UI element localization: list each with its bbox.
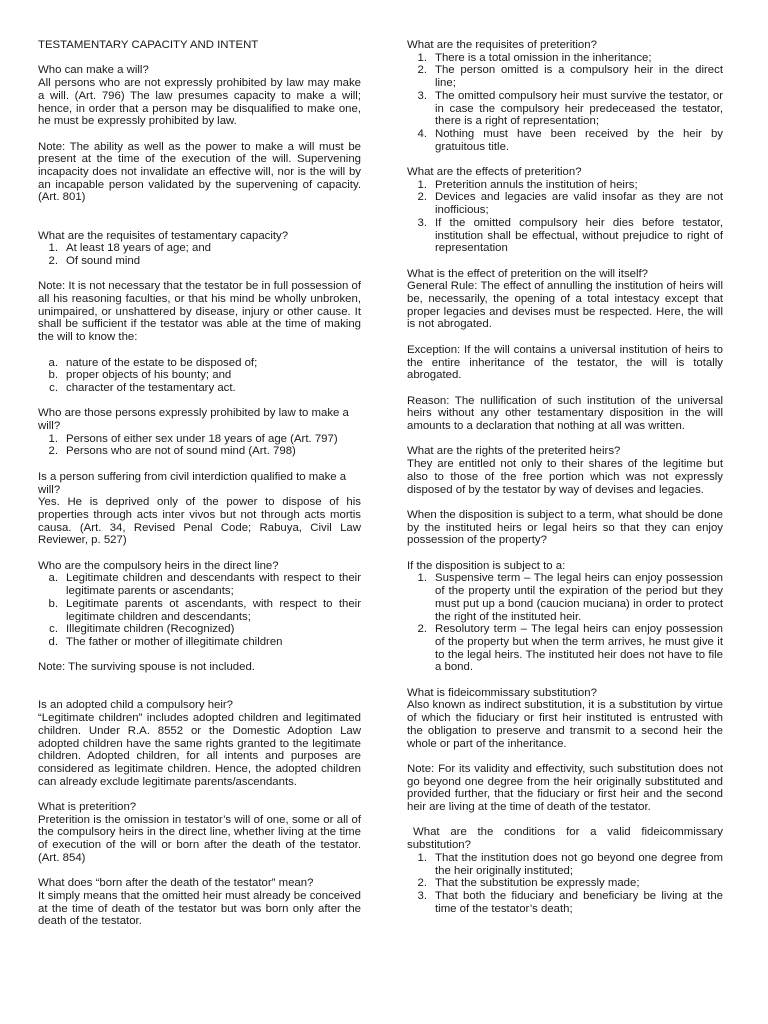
list-item-text: There is a total omission in the inheritance; — [435, 51, 652, 64]
list-marker: 2. — [48, 254, 58, 267]
list-item-text: If the omitted compulsory heir dies before testator, institution shall be effectual, without prejudice to right of representation — [435, 216, 723, 255]
note-fideicommissary-validity: Note: For its validity and effectivity, such substitution does not go beyond one degree from the heir originally substituted and provided further, that the fiduciary or first heir and the second heir are living at the time of death of the testator. — [407, 762, 723, 814]
question-effect-on-will: What is the effect of preterition on the will itself? — [407, 267, 649, 280]
answer-adopted-child: “Legitimate children” includes adopted children and legitimated children. Under R.A. 8552 or the Domestic Adoption Law adopted children have the same rights granted to the legitimate children. Adopted children, for all intents and purposes are considered as legitimate children. Hence, the adopted children can already exclude legitimate parents/ascendants. — [38, 712, 361, 788]
list-item-text: The father or mother of illegitimate children — [66, 635, 283, 648]
question-preterition: What is preterition? — [38, 801, 137, 814]
list-item — [38, 445, 361, 458]
list-effects-preterition — [407, 179, 723, 255]
note-capacity-timing: Note: The ability as well as the power to make a will must be present at the time of the execution of the will. Supervening incapacity does not invalidate an effective will, nor is the will by an incapable person validated by the supervening of capacity. (Art. 801) — [38, 140, 361, 204]
question-civil-interdiction: Is a person suffering from civil interdiction qualified to make a will? — [38, 470, 347, 496]
question-compulsory-heirs: Who are the compulsory heirs in the direct line? — [38, 559, 279, 572]
paragraph-exception: Exception: If the will contains a universal institution of heirs to the entire inheritance of the testator, the will is totally abrogated. — [407, 343, 723, 382]
question-fideicommissary: What is fideicommissary substitution? — [407, 686, 597, 699]
answer-general-rule: General Rule: The effect of annulling the institution of heirs will be, necessarily, the opening of a total intestacy except that proper legacies and devises must be respected. Here, the will is not abrogated. — [407, 280, 723, 331]
list-item-text: Illegitimate children (Recognized) — [66, 623, 235, 636]
question-effects-preterition: What are the effects of preterition? — [407, 166, 582, 179]
list-item-text: Of sound mind — [66, 254, 141, 267]
question-prohibited-persons: Who are those persons expressly prohibited by law to make a will? — [38, 407, 349, 432]
list-marker: 1. — [48, 242, 58, 255]
list-marker: 1. — [417, 572, 427, 585]
list-fideicommissary-conditions — [407, 852, 723, 916]
question-fideicommissary-conditions: What are the conditions for a valid fideicommissary substitution? — [407, 826, 723, 852]
list-item-text: Resolutory term – The legal heirs can enjoy possession of the property but when the term arrives, he must give it to the legal heirs. The instituted heir does not have to file a bond. — [435, 623, 723, 674]
list-item — [407, 890, 723, 915]
list-marker: 3. — [417, 889, 427, 902]
list-item — [407, 128, 723, 153]
list-marker: c. — [49, 623, 58, 636]
list-marker: a. — [48, 356, 58, 369]
list-marker: 2. — [417, 191, 427, 204]
list-item — [407, 179, 723, 192]
list-marker: 4. — [417, 127, 427, 140]
paragraph-reason: Reason: The nullification of such institution of the universal heirs without any other testamentary disposition in the will amounts to a declaration that nothing at all was written. — [407, 394, 723, 433]
list-marker: b. — [48, 369, 58, 382]
list-item — [407, 52, 723, 65]
question-requisites-capacity: What are the requisites of testamentary capacity? — [38, 229, 289, 242]
list-requisites-capacity — [38, 242, 361, 267]
list-item-text: The omitted compulsory heir must survive the testator, or in case the compulsory heir predeceased the testator, there is a right of representation; — [435, 89, 723, 128]
list-item-text: Persons who are not of sound mind (Art. 798) — [66, 445, 296, 458]
list-prohibited-persons — [38, 433, 361, 458]
list-item — [407, 572, 723, 623]
list-item — [38, 242, 361, 255]
list-testator-knowledge — [38, 357, 361, 395]
list-item-text: Legitimate children and descendants with respect to their legitimate parents or ascendants; — [66, 572, 361, 598]
list-item-text: Preterition annuls the institution of heirs; — [435, 178, 638, 191]
question-requisites-preterition: What are the requisites of preterition? — [407, 39, 597, 51]
list-marker: 1. — [417, 851, 427, 864]
list-item-text: Persons of either sex under 18 years of age (Art. 797) — [66, 432, 338, 445]
list-item-text: Legitimate parents ot ascendants, with respect to their legitimate children and descendants; — [66, 597, 361, 623]
question-adopted-child: Is an adopted child a compulsory heir? — [38, 699, 234, 712]
left-column — [38, 39, 361, 928]
list-marker: 1. — [48, 432, 58, 445]
list-item — [38, 382, 361, 395]
list-item-text: That the institution does not go beyond one degree from the heir originally instituted; — [435, 851, 723, 877]
list-item — [407, 877, 723, 890]
list-item — [38, 572, 361, 597]
list-compulsory-heirs — [38, 572, 361, 648]
list-item — [407, 64, 723, 89]
answer-rights-preterited-heirs: They are entitled not only to their shares of the legitime but also to those of the free portion which was not expressly disposed of by the testator by way of devises and legacies. — [407, 458, 723, 496]
answer-fideicommissary: Also known as indirect substitution, it is a substitution by virtue of which the fiduciary or first heir instituted is entrusted with the obligation to preserve and transmit to a second heir the whole or part of the inheritance. — [407, 699, 723, 750]
list-item — [38, 598, 361, 623]
list-marker: 2. — [417, 623, 427, 636]
note-surviving-spouse: Note: The surviving spouse is not included. — [38, 661, 255, 674]
list-marker: 3. — [417, 89, 427, 102]
list-item — [407, 90, 723, 128]
question-disposition-term: When the disposition is subject to a term, what should be done by the instituted heirs or legal heirs so that they can enjoy possession of the property? — [407, 508, 723, 547]
list-item — [407, 191, 723, 216]
list-item — [38, 255, 361, 268]
list-item — [38, 433, 361, 446]
list-item-text: nature of the estate to be disposed of; — [66, 356, 258, 369]
list-marker: 3. — [417, 216, 427, 229]
list-term-types — [407, 572, 723, 674]
list-marker: d. — [48, 635, 58, 648]
note-reasoning-faculties: Note: It is not necessary that the testator be in full possession of all his reasoning faculties, or that his mind be wholly unbroken, unimpaired, or unshattered by disease, injury or other cause. It shall be sufficient if the testator was able at the time of making the will to know the: — [38, 280, 361, 344]
list-item — [38, 636, 361, 649]
list-marker: 2. — [48, 445, 58, 458]
list-marker: b. — [48, 597, 58, 610]
list-item-text: proper objects of his bounty; and — [66, 369, 232, 382]
list-item-text: At least 18 years of age; and — [66, 242, 212, 255]
list-marker: 2. — [417, 877, 427, 890]
question-born-after-death: What does “born after the death of the testator” mean? — [38, 877, 314, 890]
list-item — [38, 357, 361, 370]
question-who-can-make-will: Who can make a will? — [38, 64, 149, 77]
list-marker: 2. — [417, 64, 427, 77]
list-item-text: Nothing must have been received by the heir by gratuitous title. — [435, 127, 723, 153]
list-item-text: That both the fiduciary and beneficiary be living at the time of the testator’s death; — [435, 889, 723, 915]
document-title: TESTAMENTARY CAPACITY AND INTENT — [38, 39, 259, 51]
list-marker: a. — [48, 572, 58, 585]
list-item — [407, 623, 723, 674]
list-item-text: Suspensive term – The legal heirs can enjoy possession of the property until the expiration of the period but they must put up a bond (caucion muciana) in order to protect the right of the instituted heir. — [435, 572, 723, 623]
list-item-text: The person omitted is a compulsory heir in the direct line; — [435, 64, 723, 90]
question-rights-preterited-heirs: What are the rights of the preterited heirs? — [407, 445, 621, 458]
list-item-text: character of the testamentary act. — [66, 381, 236, 394]
answer-born-after-death: It simply means that the omitted heir must already be conceived at the time of death of the testator but was born only after the death of the testator. — [38, 889, 361, 928]
list-marker: c. — [49, 381, 58, 394]
list-item-text: That the substitution be expressly made; — [435, 877, 640, 890]
list-marker: 1. — [417, 178, 427, 191]
list-item-text: Devices and legacies are valid insofar as they are not inofficious; — [435, 191, 723, 217]
answer-who-can-make-will: All persons who are not expressly prohibited by law may make a will. (Art. 796) The law presumes capacity to make a will; hence, in order that a person may be disqualified to make one, he must be expressly prohibited by law. — [38, 77, 361, 128]
list-marker: 1. — [417, 51, 427, 64]
list-item — [407, 217, 723, 255]
list-item — [38, 369, 361, 382]
list-requisites-preterition — [407, 52, 723, 154]
answer-civil-interdiction: Yes. He is deprived only of the power to dispose of his properties through acts inter vivos but not through acts mortis causa. (Art. 34, Revised Penal Code; Rabuya, Civil Law Reviewer, p. 527) — [38, 496, 361, 547]
list-item — [407, 852, 723, 877]
answer-preterition: Preterition is the omission in testator’s will of one, some or all of the compulsory heirs in the direct line, whether living at the time of execution of the will or born after the death of the testator. (Art. 854) — [38, 813, 361, 864]
lead-disposition-term: If the disposition is subject to a: — [407, 559, 566, 572]
right-column — [407, 39, 723, 915]
list-item — [38, 623, 361, 636]
